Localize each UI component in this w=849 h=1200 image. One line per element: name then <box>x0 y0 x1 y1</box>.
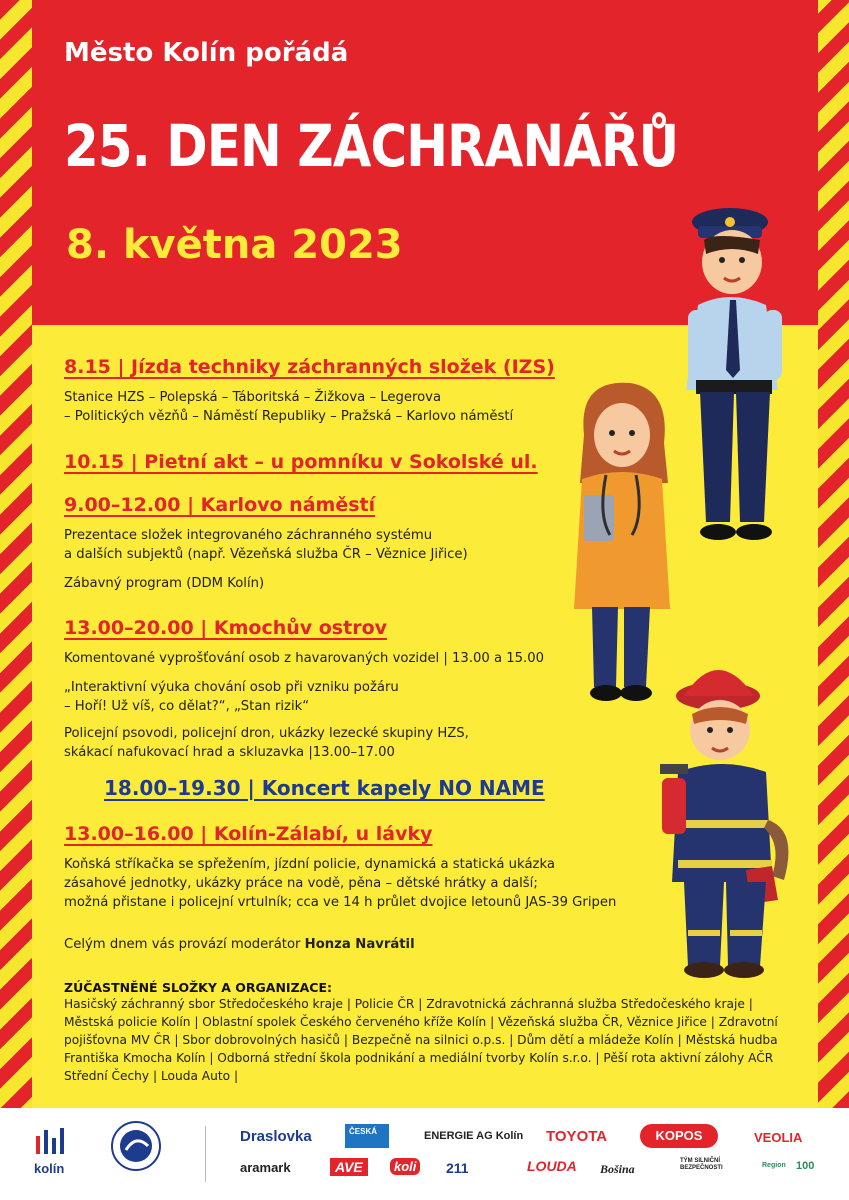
aramark-logo: aramark <box>240 1160 291 1175</box>
tym-silnicni-bezpecnosti-logo: TÝM SILNIČNÍ BEZPEČNOSTI <box>680 1158 723 1171</box>
firefighter-illustration <box>626 660 796 980</box>
section-heading: 10.15 | Pietní akt – u pomníku v Sokolské ul. <box>64 451 538 473</box>
section-heading: 13.00–16.00 | Kolín-Zálabí, u lávky <box>64 823 433 845</box>
linka-211-logo: 211 <box>446 1160 469 1176</box>
section-line: Prezentace složek integrovaného záchranného systému <box>64 528 433 543</box>
veolia-logo: VEOLIA <box>754 1130 803 1145</box>
moderator-text: Celým dnem vás provází moderátor <box>64 937 305 952</box>
section-line: Stanice HZS – Polepská – Táboritská – Žižkova – Legerova <box>64 390 442 405</box>
organizations-title: ZÚČASTNĚNÉ SLOŽKY A ORGANIZACE: <box>64 980 333 995</box>
program-section-4 <box>64 617 544 762</box>
section-line: Zábavný program (DDM Kolín) <box>64 576 265 591</box>
ave-logo: AVE <box>330 1158 368 1176</box>
police-officer-illustration <box>680 200 810 550</box>
region-logo: Region <box>762 1162 786 1169</box>
logo-100: 100 <box>796 1160 815 1172</box>
section-line: Policejní psovodi, policejní dron, ukázky lezecké skupiny HZS, <box>64 726 469 741</box>
section-line: a dalších subjektů (např. Vězeňská služba ČR – Věznice Jiřice) <box>64 547 468 562</box>
kopos-logo: KOPOS <box>640 1124 718 1148</box>
sponsor-logos-bar <box>0 1108 849 1200</box>
kolin-logo: kolín <box>34 1126 74 1176</box>
ceska-sporitelna-logo: ČESKÁ <box>345 1124 389 1148</box>
section-line: možná přistane i policejní vrtulník; cca ve 14 h průlet dvojice letounů JAS-39 Gripen <box>64 895 617 910</box>
section-line: skákací nafukovací hrad a skluzavka |13.00–17.00 <box>64 745 395 760</box>
organizer-text: Město Kolín pořádá <box>64 38 349 68</box>
toyota-logo: TOYOTA <box>546 1128 608 1145</box>
section-line: Koňská stříkačka se spřežením, jízdní policie, dynamická a statická ukázka <box>64 857 555 872</box>
program-section-3 <box>64 494 468 593</box>
section-line: – Politických vězňů – Náměstí Republiky – Pražská – Karlovo náměstí <box>64 409 514 424</box>
section-line: „Interaktivní výuka chování osob při vzniku požáru <box>64 680 399 695</box>
section-line: zásahové jednotky, ukázky práce na vodě, pěna – dětské hrátky a další; <box>64 876 538 891</box>
program-section-5 <box>104 776 545 800</box>
bosina-logo: Bošina <box>600 1162 635 1176</box>
event-date: 8. května 2023 <box>66 222 403 268</box>
section-heading: 13.00–20.00 | Kmochův ostrov <box>64 617 388 639</box>
program-section-1 <box>64 356 555 426</box>
event-title: 25. DEN ZÁCHRANÁŘŮ <box>64 112 679 180</box>
section-heading: 8.15 | Jízda techniky záchranných složek (IZS) <box>64 356 555 378</box>
section-heading: 18.00–19.30 | Koncert kapely NO NAME <box>104 776 545 800</box>
louda-auto-logo: LOUDA <box>527 1158 577 1174</box>
section-line: – Hoří! Už víš, co dělat?“, „Stan rizik“ <box>64 699 310 714</box>
program-section-6 <box>64 823 616 912</box>
organizations-list: Hasičský záchranný sbor Středočeského kraje | Policie ČR | Zdravotnická záchranná služba Středočeského kraje | Městská policie Kolín | Oblastní spolek Českého červeného kříže Kolín | Vězeňská služba ČR, Věznice Jiřice | Zdravotní pojišťovna MV ČR | Sbor dobrovolných hasičů | Bezpečně na silnici o.p.s. | Dům dětí a mládeže Kolín | Městská hudba Františka Kmocha Kolín | Odborná střední škola podnikání a mediální tvorby Kolín s.r.o. | Pěší rota aktivní zálohy AČR Střední Čechy | Louda Auto | <box>64 997 778 1083</box>
energie-ag-logo: ENERGIE AG Kolín <box>424 1130 524 1142</box>
organizations-block <box>64 980 799 1085</box>
koli-logo: koli <box>390 1158 420 1175</box>
den-zachranaru-logo <box>110 1120 162 1177</box>
program-section-2 <box>64 451 538 473</box>
section-line: Komentované vyprošťování osob z havarovaných vozidel | 13.00 a 15.00 <box>64 651 545 666</box>
kolin-bars-icon <box>34 1126 74 1156</box>
moderator-line <box>64 935 415 954</box>
logo-divider <box>205 1126 206 1182</box>
moderator-name: Honza Navrátil <box>304 937 415 952</box>
draslovka-logo: Draslovka <box>240 1128 312 1145</box>
den-zachranaru-emblem-icon <box>110 1120 162 1172</box>
section-heading: 9.00–12.00 | Karlovo náměstí <box>64 494 376 516</box>
